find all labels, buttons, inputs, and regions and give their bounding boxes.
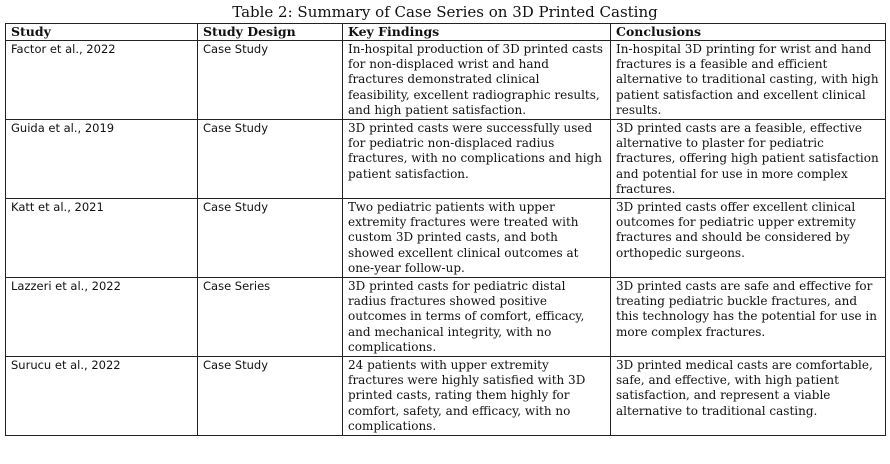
table-caption: Table 2: Summary of Case Series on 3D Printed Casting [232,3,658,21]
cell-key-findings: 24 patients with upper extremity fractures were highly satisfied with 3D printed casts, rating them highly for comfort, safety, and efficacy, with no complications. [343,357,611,436]
table-container [5,0,885,436]
cell-study: Factor et al., 2022 [6,41,198,120]
cell-study: Surucu et al., 2022 [6,357,198,436]
cell-study: Guida et al., 2019 [6,120,198,199]
header-row [6,24,886,41]
header-study: Study [6,24,198,41]
cell-study-design: Case Study [198,357,343,436]
header-key-findings: Key Findings [343,24,611,41]
header-study-design: Study Design [198,24,343,41]
cell-study-design: Case Study [198,41,343,120]
cell-study-design: Case Study [198,199,343,278]
cell-key-findings: 3D printed casts for pediatric distal radius fractures showed positive outcomes in terms of comfort, efficacy, and mechanical integrity, with no complications. [343,278,611,357]
header-conclusions: Conclusions [611,24,886,41]
table-row [6,41,886,120]
cell-conclusions: 3D printed casts offer excellent clinical outcomes for pediatric upper extremity fractures and should be considered by orthopedic surgeons. [611,199,886,278]
cell-conclusions: In-hospital 3D printing for wrist and hand fractures is a feasible and efficient alternative to traditional casting, with high patient satisfaction and excellent clinical results. [611,41,886,120]
cell-conclusions: 3D printed casts are safe and effective for treating pediatric buckle fractures, and this technology has the potential for use in more complex fractures. [611,278,886,357]
table-row [6,278,886,357]
cell-study: Lazzeri et al., 2022 [6,278,198,357]
case-series-table [5,23,886,436]
cell-key-findings: In-hospital production of 3D printed casts for non-displaced wrist and hand fractures demonstrated clinical feasibility, excellent radiographic results, and high patient satisfaction. [343,41,611,120]
table-row [6,199,886,278]
table-row [6,357,886,436]
table-row [6,120,886,199]
cell-study-design: Case Study [198,120,343,199]
cell-key-findings: 3D printed casts were successfully used for pediatric non-displaced radius fractures, with no complications and high patient satisfaction. [343,120,611,199]
cell-study: Katt et al., 2021 [6,199,198,278]
cell-conclusions: 3D printed medical casts are comfortable, safe, and effective, with high patient satisfaction, and represent a viable alternative to traditional casting. [611,357,886,436]
cell-study-design: Case Series [198,278,343,357]
cell-conclusions: 3D printed casts are a feasible, effective alternative to plaster for pediatric fractures, offering high patient satisfaction and potential for use in more complex fractures. [611,120,886,199]
cell-key-findings: Two pediatric patients with upper extremity fractures were treated with custom 3D printed casts, and both showed excellent clinical outcomes at one-year follow-up. [343,199,611,278]
